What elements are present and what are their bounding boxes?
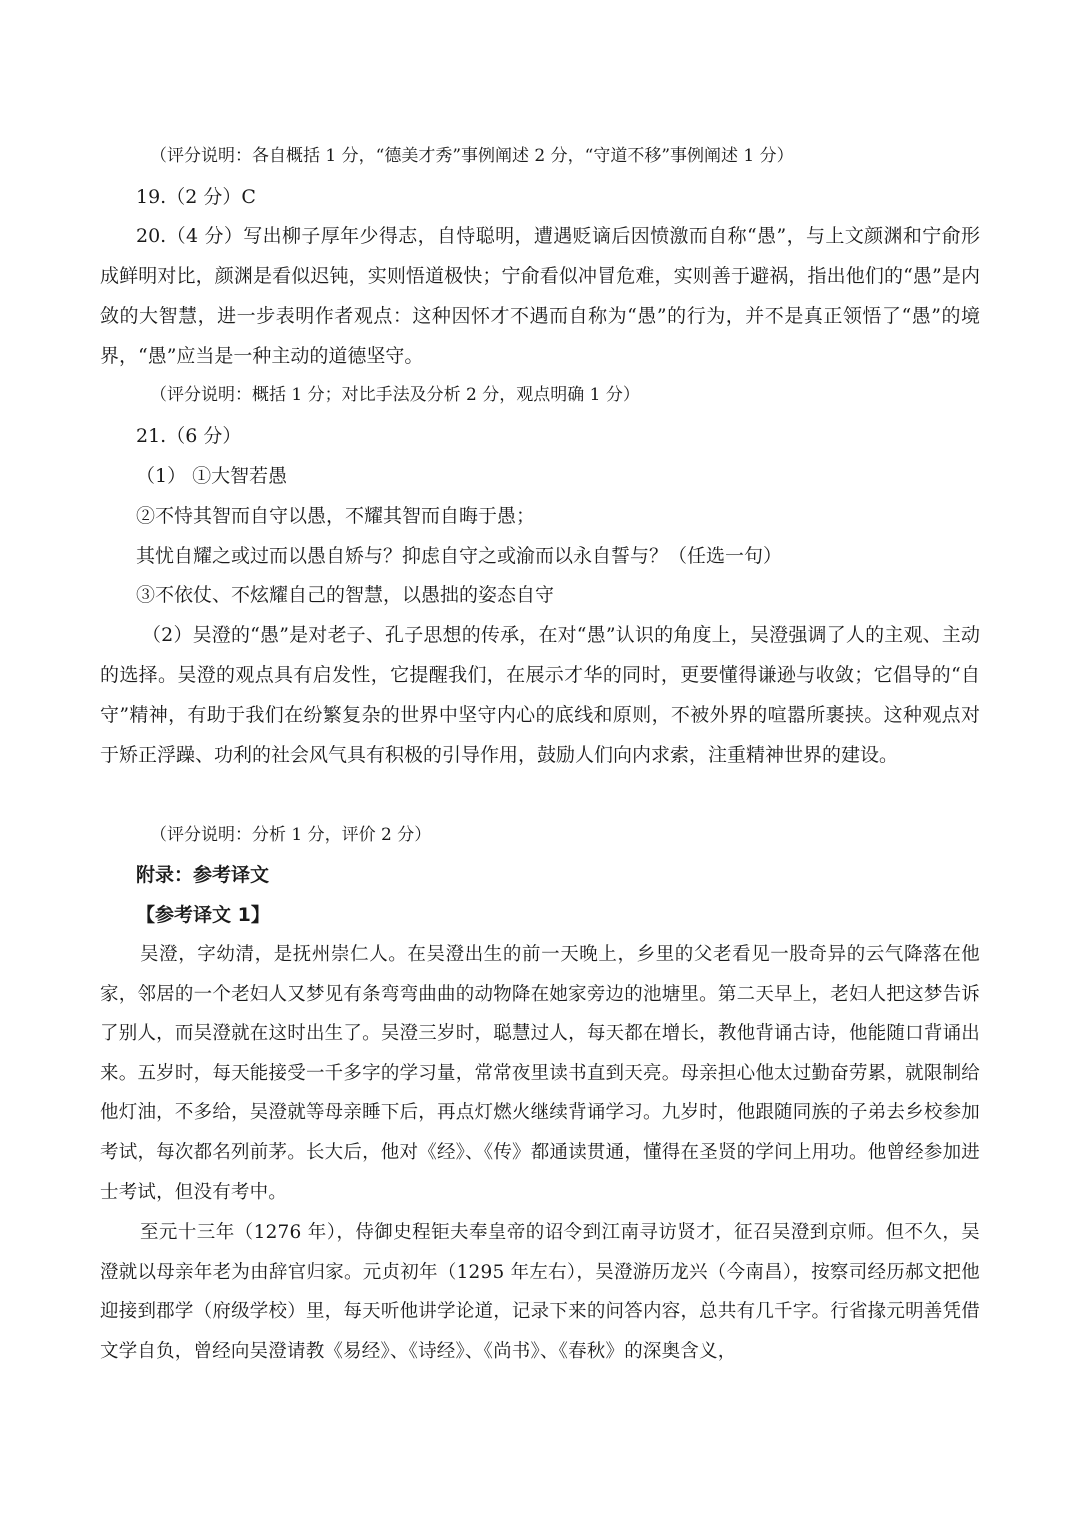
translation-1-title: 【参考译文 1】 xyxy=(136,904,270,926)
translation-1-paragraph-2: 至元十三年（1276 年），侍御史程钜夫奉皇帝的诏令到江南寻访贤才，征召吴澄到京师。但不久，吴澄就以母亲年老为由辞官归家。元贞初年（1295 年左右），吴澄游历龙兴（今南昌），按察司经历郝文把他迎接到郡学（府级学校）里，每天听他讲学论道，记录下来的问答内容，总共有几千字。行省掾元明善凭借文学自负，曾经向吴澄请教《易经》、《诗经》、《尚书》、《春秋》的深奥含义， xyxy=(100,1222,980,1362)
answer-20: 20.（4 分）写出柳子厚年少得志，自恃聪明，遭遇贬谪后因愤激而自称“愚”，与上文颜渊和宁俞形成鲜明对比，颜渊是看似迟钝，实则悟道极快；宁俞看似冲冒危难，实则善于避祸，指出他们的“愚”是内敛的大智慧，进一步表明作者观点：这种因怀才不遇而自称为“愚”的行为，并不是真正领悟了“愚”的境界，“愚”应当是一种主动的道德坚守。 xyxy=(100,225,980,367)
scoring-note-18: （评分说明：各自概括 1 分，“德美才秀”事例阐述 2 分，“守道不移”事例阐述 1 分） xyxy=(150,146,794,166)
appendix-title: 附录：参考译文 xyxy=(136,864,270,886)
answer-19: 19.（2 分）C xyxy=(136,186,256,208)
answer-21-1-a: （1） ①大智若愚 xyxy=(136,465,288,487)
translation-1-paragraph-1: 吴澄，字幼清，是抚州崇仁人。在吴澄出生的前一天晚上，乡里的父老看见一股奇异的云气降落在他家，邻居的一个老妇人又梦见有条弯弯曲曲的动物降在她家旁边的池塘里。第二天早上，老妇人把这梦告诉了别人，而吴澄就在这时出生了。吴澄三岁时，聪慧过人，每天都在增长，教他背诵古诗，他能随口背诵出来。五岁时，每天能接受一千多字的学习量，常常夜里读书直到天亮。母亲担心他太过勤奋劳累，就限制给他灯油，不多给，吴澄就等母亲睡下后，再点灯燃火继续背诵学习。九岁时，他跟随同族的子弟去乡校参加考试，每次都名列前茅。长大后，他对《经》、《传》都通读贯通，懂得在圣贤的学问上用功。他曾经参加进士考试，但没有考中。 xyxy=(100,944,980,1203)
scoring-note-20: （评分说明：概括 1 分；对比手法及分析 2 分，观点明确 1 分） xyxy=(150,385,640,405)
answer-21-1-c: 其忧自耀之或过而以愚自矫与？抑虑自守之或渝而以永自誓与？（任选一句） xyxy=(136,545,783,567)
answer-21-1-b: ②不恃其智而自守以愚，不耀其智而自晦于愚； xyxy=(136,505,536,527)
answer-21-1-d: ③不依仗、不炫耀自己的智慧，以愚拙的姿态自守 xyxy=(136,584,555,606)
answer-21-heading: 21.（6 分） xyxy=(136,425,242,447)
scoring-note-21: （评分说明：分析 1 分，评价 2 分） xyxy=(150,825,432,845)
answer-21-2: （2）吴澄的“愚”是对老子、孔子思想的传承，在对“愚”认识的角度上，吴澄强调了人的主观、主动的选择。吴澄的观点具有启发性，它提醒我们，在展示才华的同时，更要懂得谦逊与收敛；它倡导的“自守”精神，有助于我们在纷繁复杂的世界中坚守内心的底线和原则，不被外界的喧嚣所裹挟。这种观点对于矫正浮躁、功利的社会风气具有积极的引导作用，鼓励人们向内求索，注重精神世界的建设。 xyxy=(100,624,980,766)
